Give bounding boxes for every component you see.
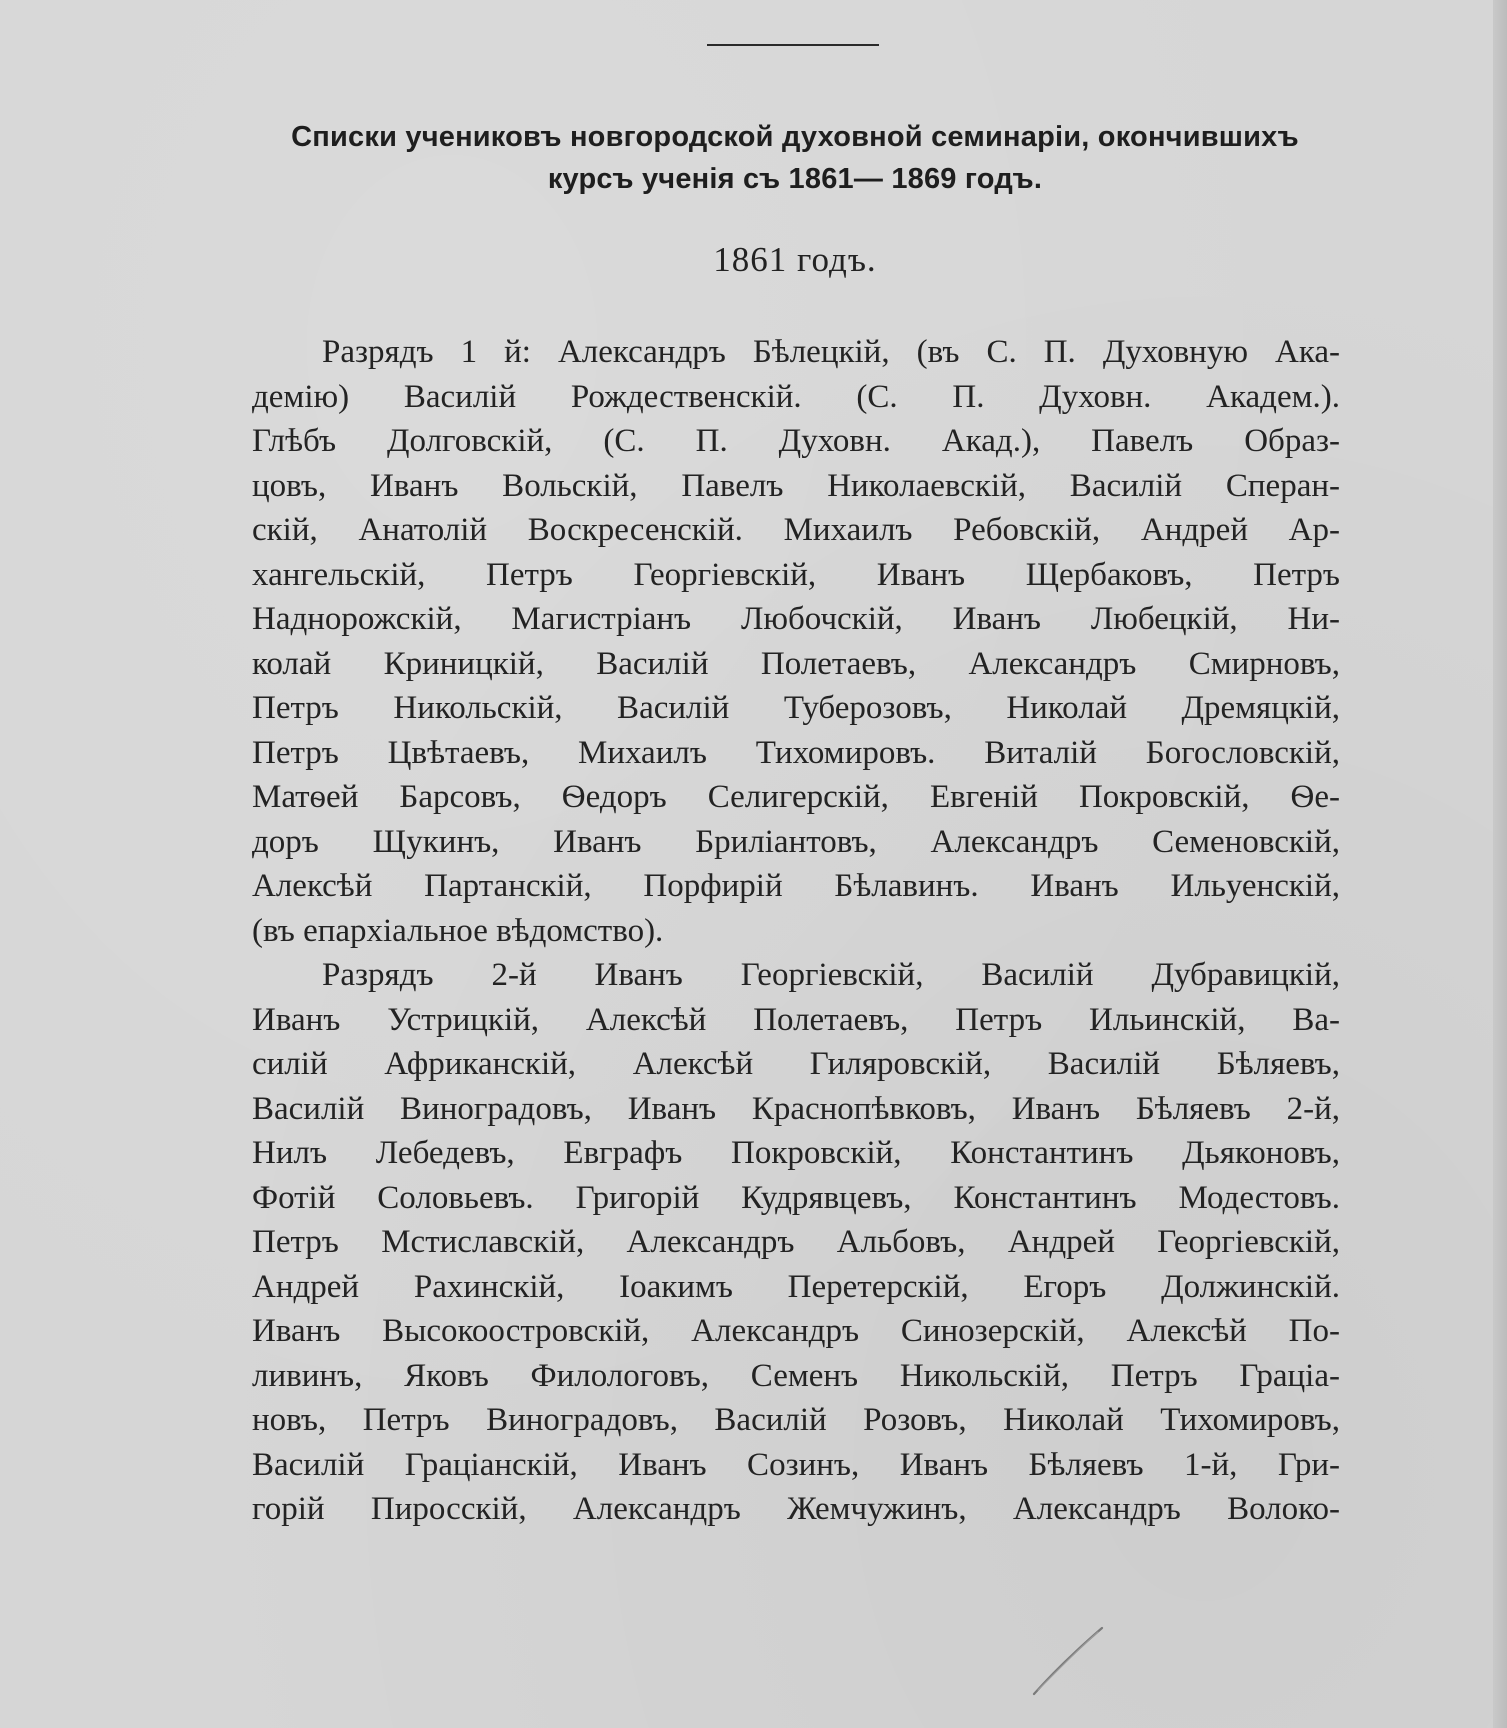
text-line: Иванъ Высокоостровскій, Александръ Синозерскій, Алексѣй По- [252,1313,1340,1349]
text-line: цовъ, Иванъ Вольскій, Павелъ Николаевскій, Василій Сперан- [252,467,1340,504]
text-line: горій Пиросскій, Александръ Жемчужинъ, Александръ Волоко- [252,1491,1340,1527]
document-heading [250,116,1340,200]
heading-line-2: курсъ ученія съ 1861— 1869 годъ. [547,163,1043,195]
text-line: Разрядъ 1 й: Александръ Бѣлецкій, (въ С. П. Духовную Ака- [322,334,1340,370]
student-list-body [252,330,1340,1532]
text-line: Алексѣй Партанскій, Порфирій Бѣлавинъ. Иванъ Ильуенскій, [252,868,1340,904]
text-line: Наднорожскій, Магистріанъ Любочскій, Иванъ Любецкій, Ни- [252,601,1340,637]
text-line: Нилъ Лебедевъ, Евграфъ Покровскій, Константинъ Дьяконовъ, [252,1135,1340,1171]
text-line: доръ Щукинъ, Иванъ Бриліантовъ, Александръ Семеновскій, [252,823,1340,860]
text-line: Глѣбъ Долговскій, (С. П. Духовн. Акад.), Павелъ Образ- [252,423,1340,459]
text-line: Петръ Мстиславскій, Александръ Альбовъ, Андрей Георгіевскій, [252,1224,1340,1260]
text-line: скій, Анатолій Воскресенскій. Михаилъ Ребовскій, Андрей Ар- [252,512,1340,548]
top-rule-divider [707,44,879,46]
paragraph-category-2 [252,953,1340,1532]
text-line: ливинъ, Яковъ Филологовъ, Семенъ Никольскій, Петръ Граціа- [252,1357,1340,1394]
text-line: демію) Василій Рождественскій. (С. П. Духовн. Академ.). [252,378,1340,415]
text-line: Петръ Никольскій, Василій Туберозовъ, Николай Дремяцкій, [252,690,1340,726]
page-edge-shadow [1493,0,1507,1728]
heading-line-1: Списки учениковъ новгородской духовной семинаріи, окончившихъ [291,121,1299,153]
year-heading: 1861 годъ. [713,240,877,279]
paragraph-category-1 [252,330,1340,953]
text-line: Василій Виноградовъ, Иванъ Краснопѣвковъ, Иванъ Бѣляевъ 2-й, [252,1090,1340,1127]
text-line: колай Криницкій, Василій Полетаевъ, Александръ Смирновъ, [252,645,1340,682]
text-line: Иванъ Устрицкій, Алексѣй Полетаевъ, Петръ Ильинскій, Ва- [252,1001,1340,1038]
text-line: новъ, Петръ Виноградовъ, Василій Розовъ, Николай Тихомировъ, [252,1402,1340,1438]
text-line: силій Африканскій, Алексѣй Гиляровскій, Василій Бѣляевъ, [252,1046,1340,1082]
text-line: (въ епархіальное вѣдомство). [252,912,664,949]
text-line: Петръ Цвѣтаевъ, Михаилъ Тихомировъ. Виталій Богословскій, [252,734,1340,771]
text-line: Андрей Рахинскій, Іоакимъ Перетерскій, Егоръ Должинскій. [252,1268,1340,1305]
pen-stroke-mark [1028,1620,1108,1700]
text-line: Василій Граціанскій, Иванъ Созинъ, Иванъ Бѣляевъ 1-й, Гри- [252,1446,1340,1483]
text-line: хангельскій, Петръ Георгіевскій, Иванъ Щербаковъ, Петръ [252,556,1340,593]
text-line: Фотій Соловьевъ. Григорій Кудрявцевъ, Константинъ Модестовъ. [252,1179,1340,1216]
text-line: Матѳей Барсовъ, Ѳедоръ Селигерскій, Евгеній Покровскій, Ѳе- [252,779,1340,815]
text-line: Разрядъ 2-й Иванъ Георгіевскій, Василій Дубравицкій, [322,957,1340,993]
